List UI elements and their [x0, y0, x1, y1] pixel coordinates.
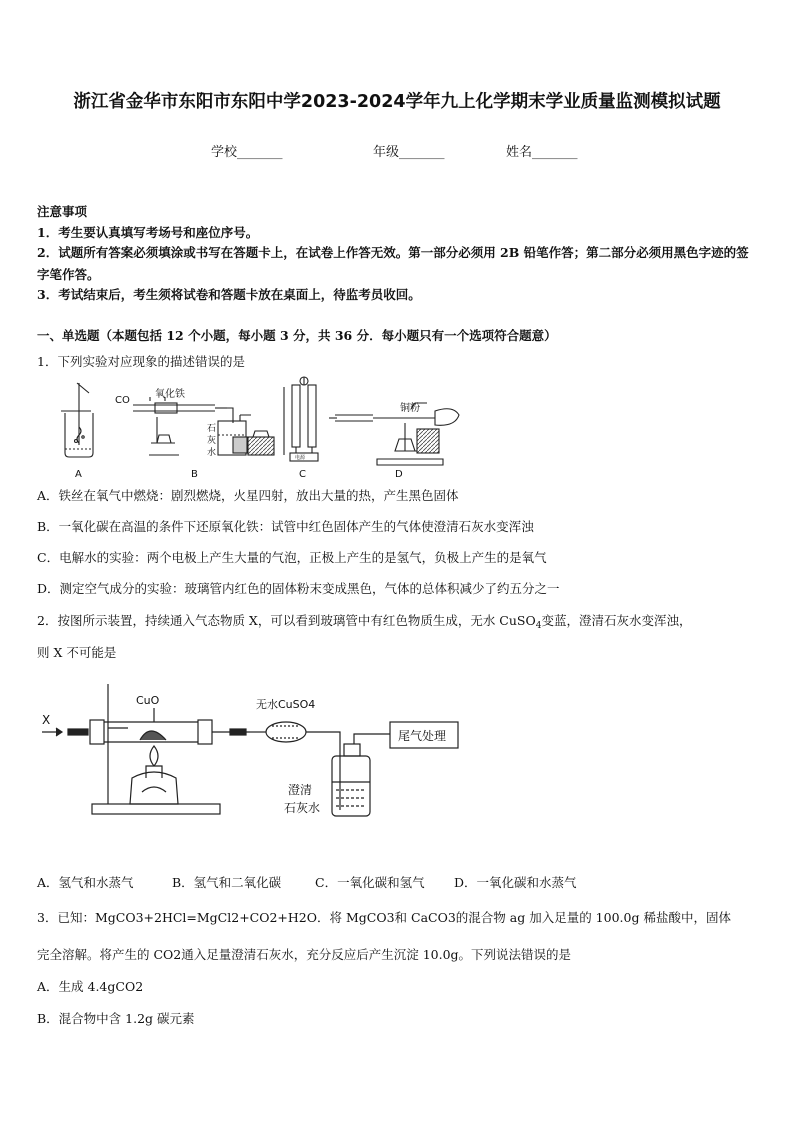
label-c: C: [299, 469, 306, 480]
name-field: 姓名_______: [506, 145, 578, 160]
school-field: 学校_______: [211, 145, 283, 160]
apparatus-b: [133, 397, 274, 455]
label-copper-powder: 铜粉: [400, 403, 420, 414]
label-co: CO: [115, 395, 130, 406]
q2-option-d: D．一氧化碳和水蒸气: [454, 875, 577, 890]
question-3-stem-line2: 完全溶解。将产生的 CO2通入足量澄清石灰水，充分反应后产生沉淀 10.0g。下列说法错误的是: [37, 947, 572, 962]
note-item: 1．考生要认真填写考场号和座位序号。: [37, 225, 259, 240]
q2-option-a: A．氢气和水蒸气: [37, 875, 134, 890]
q1-option-c: C．电解水的实验：两个电极上产生大量的气泡，正极上产生的是氢气，负极上产生的是氧气: [37, 550, 547, 565]
label-limewater-1: 石: [207, 424, 217, 434]
q1-apparatus-figure: [55, 375, 475, 480]
page-title: 浙江省金华市东阳市东阳中学2023-2024学年九上化学期末学业质量监测模拟试题: [73, 92, 721, 112]
question-2-stem-line1: 2．按图所示装置，持续通入气态物质 X，可以看到玻璃管中有红色物质生成，无水 CuSO$_4$变蓝，澄清石灰水变浑浊，: [37, 613, 692, 631]
apparatus-a: [61, 383, 93, 457]
q2-option-b: B．氢气和二氧化碳: [172, 875, 282, 890]
q1-option-b: B．一氧化碳在高温的条件下还原氧化铁：试管中红色固体产生的气体使澄清石灰水变浑浊: [37, 519, 534, 534]
label-a: A: [75, 469, 82, 480]
q3-option-a: A．生成 4.4gCO2: [37, 979, 144, 994]
label-x: X: [42, 713, 51, 727]
svg-text:电源: 电源: [295, 455, 306, 461]
q2-option-c: C．一氧化碳和氢气: [315, 875, 425, 890]
grade-field: 年级_______: [373, 145, 445, 160]
label-b: B: [191, 469, 198, 480]
label-exhaust: 尾气处理: [398, 729, 447, 743]
label-cuo: CuO: [136, 694, 160, 707]
label-iron-oxide: 氧化铁: [155, 389, 185, 400]
q1-option-a: A．铁丝在氧气中燃烧：剧烈燃烧，火星四射，放出大量的热，产生黑色固体: [37, 488, 459, 503]
note-item: 3．考试结束后，考生须将试卷和答题卡放在桌面上，待监考员收回。: [37, 287, 421, 302]
section-heading: 一、单选题（本题包括 12 个小题，每小题 3 分，共 36 分．每小题只有一个选项符合题意）: [37, 328, 557, 343]
label-d: D: [395, 469, 403, 480]
question-1-stem: 1．下列实验对应现象的描述错误的是: [37, 354, 245, 369]
apparatus-d: [329, 403, 459, 465]
label-limewater-3: 水: [207, 448, 217, 458]
note-item: 2．试题所有答案必须填涂或书写在答题卡上，在试卷上作答无效。第一部分必须用 2B 铅笔作答；第二部分必须用黑色字迹的签字笔作答。: [37, 245, 749, 282]
notes-heading: 注意事项: [37, 204, 88, 219]
label-clear: 澄清: [288, 783, 313, 797]
label-cuso4: 无水CuSO4: [256, 698, 316, 711]
q1-option-d: D．测定空气成分的实验：玻璃管内红色的固体粉末变成黑色，气体的总体积减少了约五分之一: [37, 581, 560, 596]
q2-apparatus-figure: [40, 682, 470, 832]
question-2-stem-line2: 则 X 不可能是: [37, 645, 117, 660]
label-limewater-2: 灰: [207, 436, 217, 446]
q3-option-b: B．混合物中含 1.2g 碳元素: [37, 1011, 195, 1026]
label-limewater: 石灰水: [284, 801, 321, 815]
apparatus-c: [284, 377, 318, 461]
question-3-stem-line1: 3．已知：MgCO3+2HCl=MgCl2+CO2+H2O．将 MgCO3和 CaCO3的混合物 ag 加入足量的 100.0g 稀盐酸中，固体: [37, 910, 731, 925]
